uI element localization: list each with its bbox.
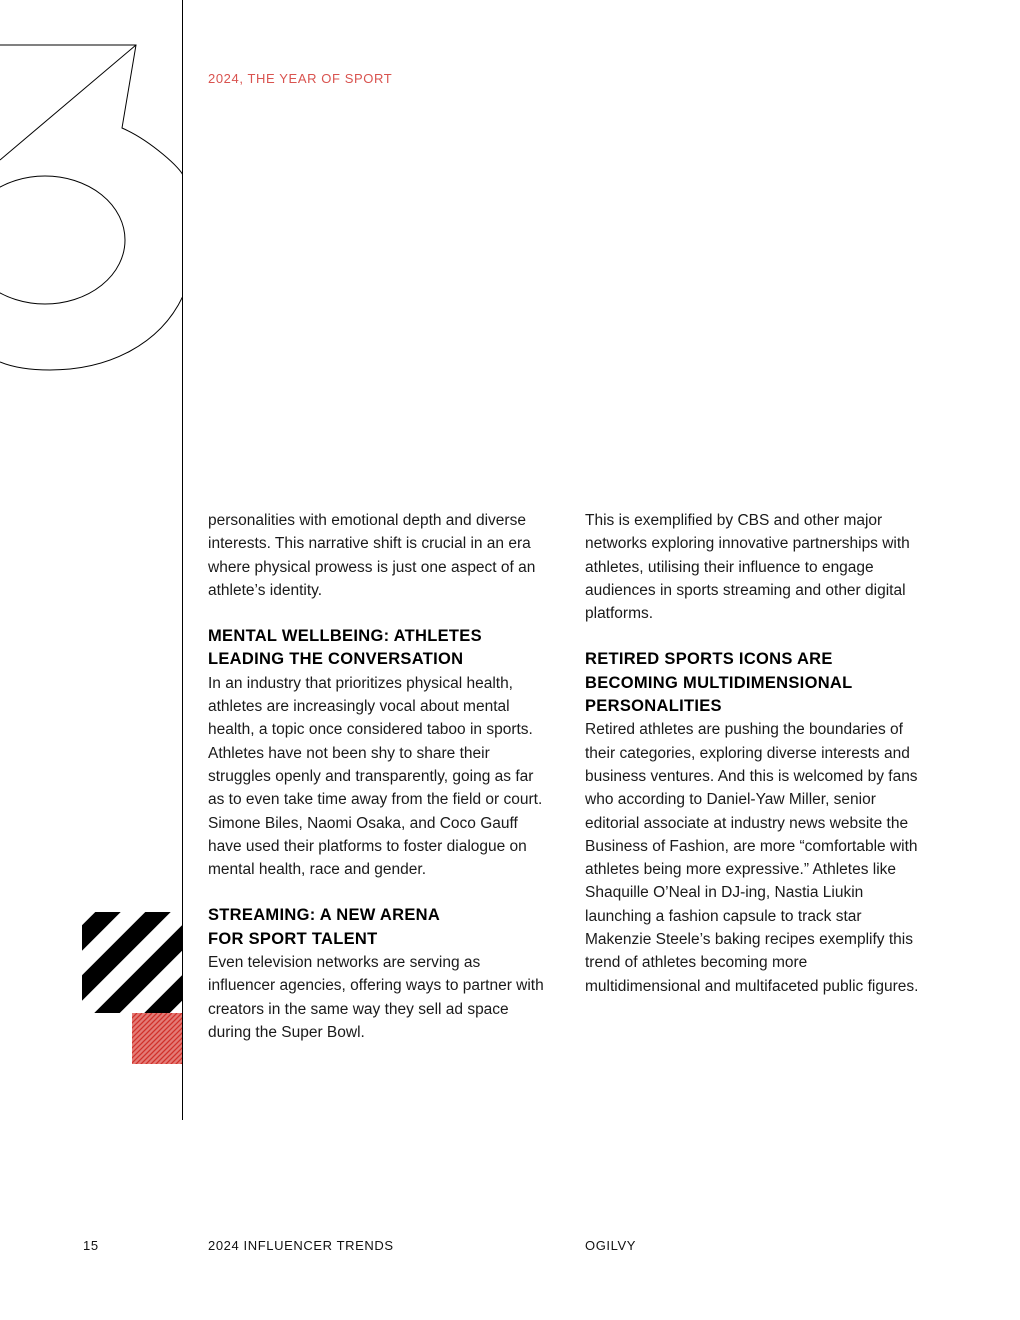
section-label: 2024, THE YEAR OF SPORT [208, 71, 393, 86]
streaming-heading [208, 904, 548, 951]
left-column [208, 509, 548, 1044]
brand-name: OGILVY [585, 1238, 637, 1253]
red-hatched-square [132, 1013, 182, 1064]
streaming-body: Even television networks are serving as influencer agencies, offering ways to partner with creators in the same way they sell ad space during the Super Bowl. [208, 954, 544, 1041]
mental-wellbeing-body: In an industry that prioritizes physical health, athletes are increasingly vocal about mental health, a topic once considered taboo in sports. Athletes have not been shy to share their struggles openly and transparently, going as far as to even take time away from the field or court. Simone Biles, Naomi Osaka, and Coco Gauff have used their platforms to foster dialogue on mental health, race and gender. [208, 674, 543, 879]
heading-line: LEADING THE CONVERSATION [208, 650, 464, 669]
heading-line: RETIRED SPORTS ICONS ARE [585, 650, 833, 669]
heading-line: FOR SPORT TALENT [208, 929, 378, 948]
heading-line: PERSONALITIES [585, 697, 722, 716]
retired-icons-heading [585, 648, 925, 718]
diagonal-stripes-graphic [82, 912, 183, 1013]
heading-line: BECOMING MULTIDIMENSIONAL [585, 673, 853, 692]
heading-line: STREAMING: A NEW ARENA [208, 906, 441, 925]
page-number: 15 [83, 1238, 99, 1253]
right-intro-paragraph: This is exemplified by CBS and other major networks exploring innovative partnerships with athletes, utilising their influence to engage audiences in sports streaming and other digital platforms. [585, 512, 910, 623]
left-intro-paragraph: personalities with emotional depth and diverse interests. This narrative shift is crucial in an era where physical prowess is just one aspect of an athlete’s identity. [208, 512, 536, 599]
right-column [585, 509, 925, 998]
publication-title: 2024 INFLUENCER TRENDS [208, 1238, 394, 1253]
retired-icons-body: Retired athletes are pushing the boundaries of their categories, exploring diverse interests and business ventures. And this is welcomed by fans who according to Daniel-Yaw Miller, senior editorial associate at industry news website the Business of Fashion, are more “comfortable with athletes being more expressive.” Athletes like Shaquille O’Neal in DJ-ing, Nastia Liukin launching a fashion capsule to track star Makenzie Steele’s baking recipes exemplify this trend of athletes becoming more multidimensional and multifaceted public figures. [585, 721, 919, 995]
big-numeral-three [0, 0, 183, 375]
heading-line: MENTAL WELLBEING: ATHLETES [208, 627, 482, 646]
mental-wellbeing-heading [208, 625, 548, 672]
